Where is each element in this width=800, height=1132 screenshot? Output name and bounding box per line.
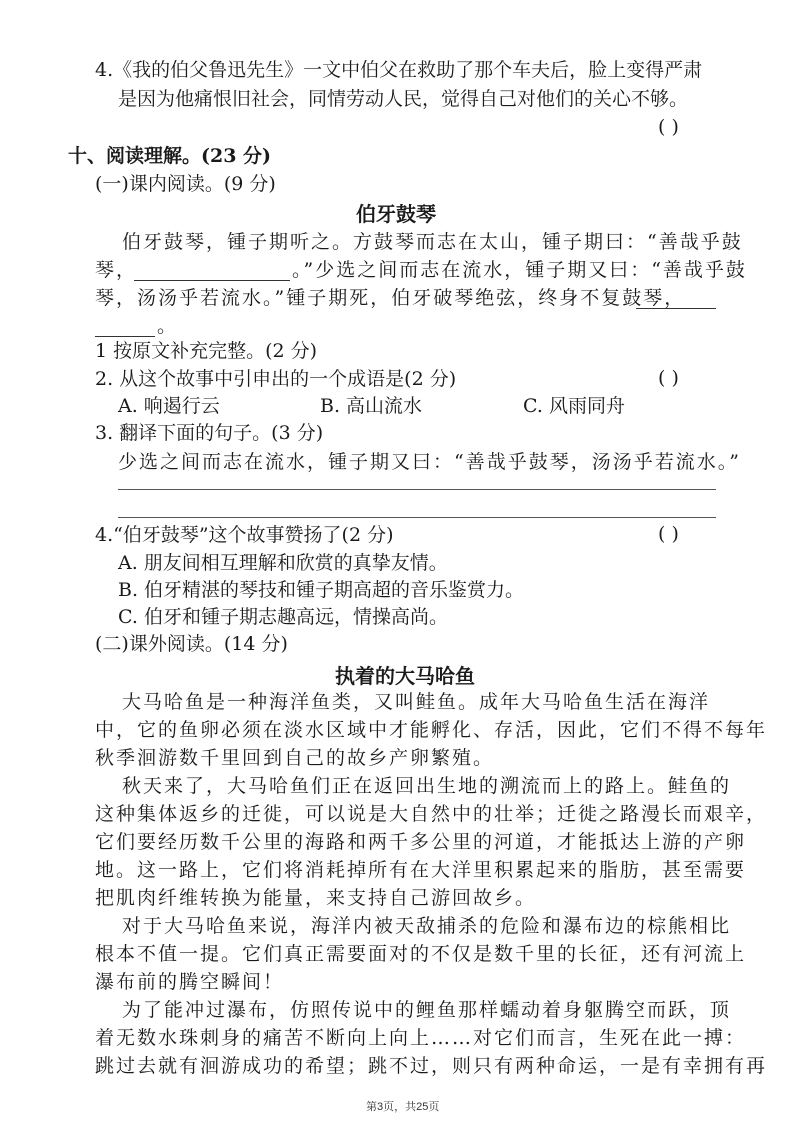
question-4: 4.“伯牙鼓琴”这个故事赞扬了(2 分) bbox=[95, 524, 394, 546]
passage2-line: 着无数水珠刺身的痛苦不断向上向上……对它们而言，生死在此一搏： bbox=[95, 1027, 747, 1049]
passage2-line: 中，它的鱼卵必须在淡水区域中才能孵化、存活，因此，它们不得不每年 bbox=[95, 719, 768, 741]
question-2: 2. 从这个故事中引申出的一个成语是(2 分) bbox=[95, 368, 457, 390]
fill-blank-2-cont[interactable] bbox=[95, 336, 155, 337]
option-b[interactable]: B. 高山流水 bbox=[320, 395, 423, 417]
page-footer: 第3页，共25页 bbox=[366, 1101, 440, 1113]
passage2-title: 执着的大马哈鱼 bbox=[335, 664, 475, 688]
passage2-line: 为了能冲过瀑布，仿照传说中的鲤鱼那样蠕动着身躯腾空而跃，顶 bbox=[122, 999, 732, 1021]
option-a[interactable]: A. 朋友间相互理解和欣赏的真挚友情。 bbox=[118, 552, 448, 574]
passage2-line: 这种集体返乡的迁徙，可以说是大自然中的壮举；迁徙之路漫长而艰辛， bbox=[95, 803, 768, 825]
option-a[interactable]: A. 响遏行云 bbox=[118, 395, 220, 417]
question-3: 3. 翻译下面的句子。(3 分) bbox=[95, 422, 324, 444]
passage2-line: 跳过去就有洄游成功的希望；跳不过，则只有两种命运，一是有幸拥有再 bbox=[95, 1055, 768, 1077]
passage2-line: 它们要经历数千公里的海路和两千多公里的河道，才能抵达上游的产卵 bbox=[95, 831, 747, 853]
prev-question-4-line2: 是因为他痛恨旧社会，同情劳动人民，觉得自己对他们的关心不够。 bbox=[118, 88, 689, 110]
option-b[interactable]: B. 伯牙精湛的琴技和锺子期高超的音乐鉴赏力。 bbox=[118, 579, 525, 601]
passage1-line2a: 琴， bbox=[95, 259, 138, 281]
passage2-line: 地。这一路上，它们将消耗掉所有在大洋里积累起来的脂肪，甚至需要 bbox=[95, 859, 747, 881]
passage2-line: 把肌肉纤维转换为能量，来支持自己游回故乡。 bbox=[95, 887, 537, 909]
option-c[interactable]: C. 风雨同舟 bbox=[523, 395, 625, 417]
passage2-line: 对于大马哈鱼来说，海洋内被天敌捕杀的危险和瀑布边的棕熊相比 bbox=[122, 915, 732, 937]
passage2-line: 秋季洄游数千里回到自己的故乡产卵繁殖。 bbox=[95, 747, 495, 769]
answer-line[interactable] bbox=[118, 517, 716, 518]
question-3-sentence: 少选之间而志在流水，锺子期又曰：“善哉乎鼓琴，汤汤乎若流水。” bbox=[118, 451, 741, 473]
passage1-line2b: 。”少选之间而志在流水，锺子期又曰：“善哉乎鼓 bbox=[292, 259, 747, 281]
option-c[interactable]: C. 伯牙和锺子期志趣高远，情操高尚。 bbox=[118, 606, 448, 628]
passage1-line4: 。 bbox=[157, 315, 179, 337]
passage1-line3: 琴，汤汤乎若流水。”锺子期死，伯牙破琴绝弦，终身不复鼓琴， bbox=[95, 287, 686, 309]
passage2-line: 瀑布前的腾空瞬间！ bbox=[95, 971, 285, 993]
passage2-line: 根本不值一提。它们真正需要面对的不仅是数千里的长征，还有河流上 bbox=[95, 943, 747, 965]
answer-paren[interactable]: ( ) bbox=[658, 523, 679, 545]
passage2-line: 秋天来了，大马哈鱼们正在返回出生地的溯流而上的路上。鲑鱼的 bbox=[122, 775, 732, 797]
answer-paren[interactable]: ( ) bbox=[658, 367, 679, 389]
part1-heading: (一)课内阅读。(9 分) bbox=[95, 173, 276, 195]
fill-blank-2[interactable] bbox=[636, 308, 716, 309]
prev-question-4-line1: 4.《我的伯父鲁迅先生》一文中伯父在救助了那个车夫后，脸上变得严肃 bbox=[95, 59, 703, 81]
passage1-title: 伯牙鼓琴 bbox=[356, 202, 436, 226]
question-1: 1 按原文补充完整。(2 分) bbox=[95, 340, 318, 362]
passage1-line1: 伯牙鼓琴，锺子期听之。方鼓琴而志在太山，锺子期曰：“善哉乎鼓 bbox=[122, 231, 743, 253]
passage2-line: 大马哈鱼是一种海洋鱼类，又叫鲑鱼。成年大马哈鱼生活在海洋 bbox=[122, 691, 711, 713]
fill-blank-1[interactable] bbox=[134, 280, 290, 281]
answer-line[interactable] bbox=[118, 489, 716, 490]
part2-heading: (二)课外阅读。(14 分) bbox=[95, 633, 288, 655]
answer-paren[interactable]: ( ) bbox=[658, 116, 679, 138]
section-heading: 十、阅读理解。(23 分) bbox=[68, 145, 272, 167]
